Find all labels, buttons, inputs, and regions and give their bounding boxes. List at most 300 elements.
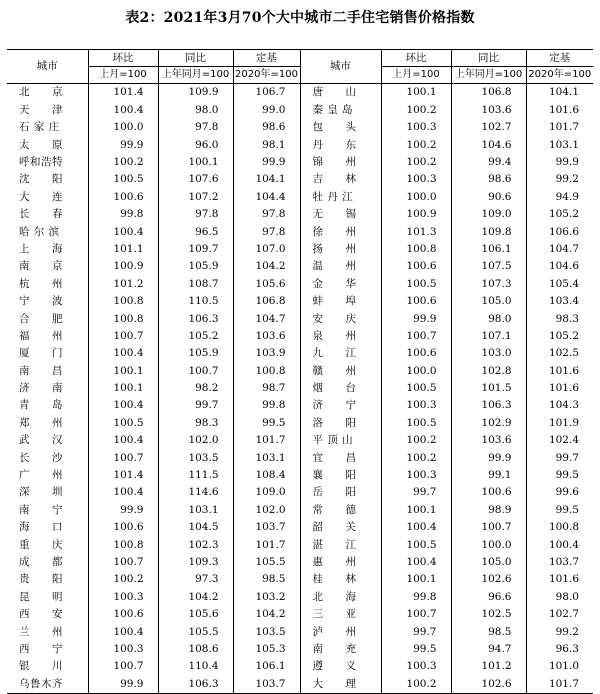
mom-cell: 100.2 xyxy=(381,432,451,449)
fixed-cell: 101.6 xyxy=(526,380,593,397)
mom-cell: 100.1 xyxy=(88,362,158,379)
city-cell: 北 海 xyxy=(300,588,381,605)
fixed-cell: 99.5 xyxy=(233,414,300,431)
yoy-cell: 90.6 xyxy=(451,188,526,205)
city-cell: 蚌 埠 xyxy=(300,293,381,310)
mom-cell: 100.7 xyxy=(381,606,451,623)
yoy-cell: 102.8 xyxy=(451,362,526,379)
mom-cell: 100.3 xyxy=(381,658,451,675)
mom-cell: 100.6 xyxy=(88,519,158,536)
city-cell: 吉 林 xyxy=(300,171,381,188)
yoy-cell: 102.7 xyxy=(451,119,526,136)
fixed-cell: 106.8 xyxy=(233,293,300,310)
yoy-cell: 109.3 xyxy=(158,554,233,571)
city-cell: 烟 台 xyxy=(300,380,381,397)
table-row xyxy=(7,223,593,240)
mom-cell: 100.3 xyxy=(381,119,451,136)
city-cell: 徐 州 xyxy=(300,223,381,240)
city-cell: 锦 州 xyxy=(300,154,381,171)
table-row xyxy=(7,293,593,310)
table-row xyxy=(7,501,593,518)
yoy-cell: 105.2 xyxy=(158,327,233,344)
city-cell: 天 津 xyxy=(19,103,63,116)
city-cell: 沈 阳 xyxy=(19,173,63,186)
yoy-cell: 107.2 xyxy=(158,188,233,205)
yoy-cell: 99.1 xyxy=(451,467,526,484)
fixed-cell: 94.9 xyxy=(526,188,593,205)
fixed-cell: 101.7 xyxy=(526,119,593,136)
city-cell: 宁 波 xyxy=(19,295,63,308)
mom-cell: 100.6 xyxy=(88,188,158,205)
yoy-cell: 98.2 xyxy=(158,380,233,397)
mom-cell: 100.2 xyxy=(381,154,451,171)
table-row xyxy=(7,136,593,153)
mom-cell: 100.1 xyxy=(381,84,451,102)
mom-cell: 101.4 xyxy=(88,84,158,102)
mom-cell: 100.5 xyxy=(381,275,451,292)
city-cell: 洛 阳 xyxy=(300,414,381,431)
yoy-cell: 108.7 xyxy=(158,275,233,292)
fixed-cell: 103.9 xyxy=(233,345,300,362)
fixed-cell: 109.0 xyxy=(233,484,300,501)
yoy-cell: 106.3 xyxy=(451,397,526,414)
table-row xyxy=(7,554,593,571)
yoy-cell: 106.1 xyxy=(451,241,526,258)
city-cell: 扬 州 xyxy=(300,241,381,258)
header-yoy: 同比 xyxy=(451,50,526,67)
mom-cell: 100.5 xyxy=(381,536,451,553)
city-cell: 武 汉 xyxy=(19,434,63,447)
table-row xyxy=(7,641,593,658)
mom-cell: 100.5 xyxy=(88,414,158,431)
mom-cell: 101.1 xyxy=(88,241,158,258)
table-row xyxy=(7,119,593,136)
mom-cell: 100.7 xyxy=(88,658,158,675)
yoy-cell: 94.7 xyxy=(451,641,526,658)
yoy-cell: 104.6 xyxy=(451,136,526,153)
table-row xyxy=(7,154,593,171)
table-header xyxy=(7,50,593,84)
yoy-cell: 102.3 xyxy=(158,536,233,553)
yoy-cell: 102.0 xyxy=(158,432,233,449)
table-title: 表2：2021年3月70个大中城市二手住宅销售价格指数 xyxy=(125,10,475,26)
header-fixed-base: 2020年=100 xyxy=(233,67,300,84)
yoy-cell: 100.0 xyxy=(451,536,526,553)
city-cell: 哈 尔 滨 xyxy=(19,225,60,238)
mom-cell: 99.7 xyxy=(381,484,451,501)
mom-cell: 100.3 xyxy=(381,467,451,484)
header-yoy-base: 上年同月=100 xyxy=(451,67,526,84)
city-cell: 金 华 xyxy=(300,275,381,292)
city-cell: 广 州 xyxy=(19,469,63,482)
mom-cell: 100.7 xyxy=(88,449,158,466)
mom-cell: 100.2 xyxy=(381,136,451,153)
fixed-cell: 99.2 xyxy=(526,623,593,640)
fixed-cell: 96.3 xyxy=(526,641,593,658)
header-mom-base: 上月=100 xyxy=(381,67,451,84)
header-fixed: 定基 xyxy=(526,50,593,67)
fixed-cell: 106.7 xyxy=(233,84,300,102)
fixed-cell: 97.8 xyxy=(233,223,300,240)
header-mom-base: 上月=100 xyxy=(88,67,158,84)
yoy-cell: 103.6 xyxy=(451,101,526,118)
city-cell: 无 锡 xyxy=(300,206,381,223)
fixed-cell: 101.6 xyxy=(526,571,593,588)
fixed-cell: 99.5 xyxy=(526,501,593,518)
mom-cell: 101.2 xyxy=(88,275,158,292)
city-cell: 泉 州 xyxy=(300,327,381,344)
header-yoy-base: 上年同月=100 xyxy=(158,67,233,84)
fixed-cell: 105.5 xyxy=(233,554,300,571)
mom-cell: 100.7 xyxy=(88,327,158,344)
table-row xyxy=(7,588,593,605)
yoy-cell: 109.8 xyxy=(451,223,526,240)
city-cell: 牡 丹 江 xyxy=(300,188,381,205)
fixed-cell: 105.6 xyxy=(233,275,300,292)
fixed-cell: 101.9 xyxy=(526,414,593,431)
mom-cell: 100.3 xyxy=(381,171,451,188)
table-row xyxy=(7,397,593,414)
mom-cell: 100.7 xyxy=(381,327,451,344)
city-cell: 惠 州 xyxy=(300,554,381,571)
mom-cell: 99.9 xyxy=(88,136,158,153)
yoy-cell: 100.7 xyxy=(158,362,233,379)
fixed-cell: 103.1 xyxy=(233,449,300,466)
city-cell: 襄 阳 xyxy=(300,467,381,484)
city-cell: 秦 皇 岛 xyxy=(300,101,381,118)
mom-cell: 100.3 xyxy=(88,641,158,658)
header-fixed: 定基 xyxy=(233,50,300,67)
yoy-cell: 98.3 xyxy=(158,414,233,431)
yoy-cell: 103.1 xyxy=(158,501,233,518)
city-cell: 湛 江 xyxy=(300,536,381,553)
city-cell: 大 连 xyxy=(19,190,63,203)
yoy-cell: 105.6 xyxy=(158,606,233,623)
city-cell: 郑 州 xyxy=(19,416,63,429)
table-row xyxy=(7,206,593,223)
fixed-cell: 100.8 xyxy=(233,362,300,379)
city-cell: 安 庆 xyxy=(300,310,381,327)
fixed-cell: 102.5 xyxy=(526,345,593,362)
city-cell: 青 岛 xyxy=(19,399,63,412)
yoy-cell: 102.6 xyxy=(451,571,526,588)
yoy-cell: 106.3 xyxy=(158,675,233,693)
table-row xyxy=(7,414,593,431)
mom-cell: 100.7 xyxy=(88,554,158,571)
table-row xyxy=(7,241,593,258)
yoy-cell: 99.9 xyxy=(451,449,526,466)
city-cell: 桂 林 xyxy=(300,571,381,588)
city-cell: 大 理 xyxy=(300,675,381,693)
mom-cell: 100.9 xyxy=(88,258,158,275)
table-row xyxy=(7,606,593,623)
header-mom: 环比 xyxy=(381,50,451,67)
mom-cell: 99.5 xyxy=(381,641,451,658)
yoy-cell: 96.6 xyxy=(451,588,526,605)
table-row xyxy=(7,310,593,327)
city-cell: 重 庆 xyxy=(19,538,63,551)
city-cell: 温 州 xyxy=(300,258,381,275)
yoy-cell: 102.6 xyxy=(451,675,526,693)
fixed-cell: 99.2 xyxy=(526,171,593,188)
yoy-cell: 96.5 xyxy=(158,223,233,240)
yoy-cell: 97.8 xyxy=(158,206,233,223)
city-cell: 南 宁 xyxy=(19,503,63,516)
yoy-cell: 107.1 xyxy=(451,327,526,344)
city-cell: 九 江 xyxy=(300,345,381,362)
fixed-cell: 108.4 xyxy=(233,467,300,484)
yoy-cell: 100.6 xyxy=(451,484,526,501)
city-cell: 南 京 xyxy=(19,260,63,273)
mom-cell: 100.4 xyxy=(88,623,158,640)
table-row xyxy=(7,275,593,292)
fixed-cell: 98.7 xyxy=(233,380,300,397)
fixed-cell: 100.8 xyxy=(526,519,593,536)
mom-cell: 100.4 xyxy=(88,432,158,449)
yoy-cell: 105.5 xyxy=(158,623,233,640)
city-cell: 西 宁 xyxy=(19,642,63,655)
fixed-cell: 99.9 xyxy=(233,154,300,171)
table-row xyxy=(7,380,593,397)
table-row xyxy=(7,675,593,693)
fixed-cell: 104.1 xyxy=(233,171,300,188)
table-row xyxy=(7,623,593,640)
table-row xyxy=(7,84,593,102)
header-city: 城市 xyxy=(300,50,381,84)
city-cell: 太 原 xyxy=(19,138,63,151)
mom-cell: 100.0 xyxy=(381,362,451,379)
yoy-cell: 107.3 xyxy=(451,275,526,292)
yoy-cell: 97.8 xyxy=(158,119,233,136)
header-mom: 环比 xyxy=(88,50,158,67)
mom-cell: 100.0 xyxy=(88,119,158,136)
yoy-cell: 98.9 xyxy=(451,501,526,518)
fixed-cell: 99.9 xyxy=(526,154,593,171)
city-cell: 贵 阳 xyxy=(19,573,63,586)
fixed-cell: 107.0 xyxy=(233,241,300,258)
table-row xyxy=(7,658,593,675)
mom-cell: 100.1 xyxy=(381,501,451,518)
city-cell: 三 亚 xyxy=(300,606,381,623)
mom-cell: 100.2 xyxy=(88,571,158,588)
fixed-cell: 98.3 xyxy=(526,310,593,327)
fixed-cell: 103.4 xyxy=(526,293,593,310)
mom-cell: 100.1 xyxy=(88,380,158,397)
city-cell: 杭 州 xyxy=(19,277,63,290)
mom-cell: 99.9 xyxy=(88,501,158,518)
table-row xyxy=(7,171,593,188)
city-cell: 韶 关 xyxy=(300,519,381,536)
fixed-cell: 103.7 xyxy=(233,675,300,693)
city-cell: 宜 昌 xyxy=(300,449,381,466)
yoy-cell: 114.6 xyxy=(158,484,233,501)
fixed-cell: 105.2 xyxy=(526,206,593,223)
table-body xyxy=(7,84,593,694)
fixed-cell: 104.7 xyxy=(526,241,593,258)
fixed-cell: 104.2 xyxy=(233,258,300,275)
fixed-cell: 99.6 xyxy=(526,484,593,501)
header-fixed-base: 2020年=100 xyxy=(526,67,593,84)
price-index-table xyxy=(7,49,593,694)
yoy-cell: 110.4 xyxy=(158,658,233,675)
mom-cell: 99.8 xyxy=(381,588,451,605)
fixed-cell: 98.0 xyxy=(526,588,593,605)
city-cell: 常 德 xyxy=(300,501,381,518)
fixed-cell: 104.4 xyxy=(233,188,300,205)
city-cell: 南 充 xyxy=(300,641,381,658)
yoy-cell: 98.5 xyxy=(451,623,526,640)
mom-cell: 100.1 xyxy=(381,571,451,588)
mom-cell: 100.0 xyxy=(381,188,451,205)
table-row xyxy=(7,345,593,362)
city-cell: 长 沙 xyxy=(19,451,63,464)
fixed-cell: 101.6 xyxy=(526,101,593,118)
mom-cell: 100.5 xyxy=(381,380,451,397)
mom-cell: 100.4 xyxy=(88,223,158,240)
yoy-cell: 101.2 xyxy=(451,658,526,675)
yoy-cell: 98.0 xyxy=(158,101,233,118)
yoy-cell: 98.6 xyxy=(451,171,526,188)
table-row xyxy=(7,188,593,205)
yoy-cell: 109.9 xyxy=(158,84,233,102)
city-cell: 赣 州 xyxy=(300,362,381,379)
fixed-cell: 98.5 xyxy=(233,571,300,588)
mom-cell: 100.2 xyxy=(88,154,158,171)
fixed-cell: 103.7 xyxy=(526,554,593,571)
city-cell: 遵 义 xyxy=(300,658,381,675)
fixed-cell: 101.0 xyxy=(526,658,593,675)
mom-cell: 100.4 xyxy=(381,519,451,536)
mom-cell: 101.4 xyxy=(88,467,158,484)
fixed-cell: 102.0 xyxy=(233,501,300,518)
mom-cell: 100.2 xyxy=(381,101,451,118)
city-cell: 乌鲁木齐 xyxy=(19,677,63,690)
fixed-cell: 104.6 xyxy=(526,258,593,275)
yoy-cell: 101.5 xyxy=(451,380,526,397)
fixed-cell: 103.2 xyxy=(233,588,300,605)
fixed-cell: 97.8 xyxy=(233,206,300,223)
city-cell: 福 州 xyxy=(19,329,63,342)
city-cell: 长 春 xyxy=(19,208,63,221)
city-cell: 北 京 xyxy=(19,86,63,99)
yoy-cell: 99.7 xyxy=(158,397,233,414)
mom-cell: 100.8 xyxy=(88,293,158,310)
city-cell: 泸 州 xyxy=(300,623,381,640)
city-cell: 南 昌 xyxy=(19,364,63,377)
mom-cell: 100.6 xyxy=(381,345,451,362)
mom-cell: 100.8 xyxy=(88,310,158,327)
fixed-cell: 103.7 xyxy=(233,519,300,536)
mom-cell: 100.6 xyxy=(381,258,451,275)
yoy-cell: 104.2 xyxy=(158,588,233,605)
fixed-cell: 104.1 xyxy=(526,84,593,102)
mom-cell: 100.4 xyxy=(88,397,158,414)
city-cell: 西 安 xyxy=(19,608,63,621)
city-cell: 唐 山 xyxy=(300,84,381,102)
table-row xyxy=(7,432,593,449)
mom-cell: 100.2 xyxy=(381,675,451,693)
city-cell: 包 头 xyxy=(300,119,381,136)
mom-cell: 100.9 xyxy=(381,206,451,223)
fixed-cell: 106.1 xyxy=(233,658,300,675)
city-cell: 银 川 xyxy=(19,660,63,673)
yoy-cell: 107.6 xyxy=(158,171,233,188)
city-cell: 昆 明 xyxy=(19,590,63,603)
yoy-cell: 106.8 xyxy=(451,84,526,102)
mom-cell: 100.4 xyxy=(88,484,158,501)
mom-cell: 99.7 xyxy=(381,623,451,640)
mom-cell: 100.5 xyxy=(381,414,451,431)
yoy-cell: 97.3 xyxy=(158,571,233,588)
yoy-cell: 100.1 xyxy=(158,154,233,171)
city-cell: 岳 阳 xyxy=(300,484,381,501)
mom-cell: 100.8 xyxy=(88,536,158,553)
yoy-cell: 105.9 xyxy=(158,345,233,362)
fixed-cell: 105.3 xyxy=(233,641,300,658)
table-row xyxy=(7,327,593,344)
mom-cell: 100.8 xyxy=(381,241,451,258)
yoy-cell: 105.0 xyxy=(451,293,526,310)
yoy-cell: 99.4 xyxy=(451,154,526,171)
table-row xyxy=(7,536,593,553)
yoy-cell: 107.5 xyxy=(451,258,526,275)
mom-cell: 100.6 xyxy=(381,293,451,310)
city-cell: 济 宁 xyxy=(300,397,381,414)
fixed-cell: 103.6 xyxy=(233,327,300,344)
yoy-cell: 109.0 xyxy=(451,206,526,223)
mom-cell: 100.3 xyxy=(88,588,158,605)
table-row xyxy=(7,519,593,536)
mom-cell: 100.4 xyxy=(88,101,158,118)
yoy-cell: 103.0 xyxy=(451,345,526,362)
city-cell: 兰 州 xyxy=(19,625,63,638)
fixed-cell: 105.4 xyxy=(526,275,593,292)
yoy-cell: 103.6 xyxy=(451,432,526,449)
city-cell: 深 圳 xyxy=(19,486,63,499)
yoy-cell: 106.3 xyxy=(158,310,233,327)
yoy-cell: 102.5 xyxy=(451,606,526,623)
yoy-cell: 104.5 xyxy=(158,519,233,536)
yoy-cell: 105.0 xyxy=(451,554,526,571)
yoy-cell: 103.5 xyxy=(158,449,233,466)
yoy-cell: 109.7 xyxy=(158,241,233,258)
fixed-cell: 99.7 xyxy=(526,449,593,466)
fixed-cell: 101.7 xyxy=(526,675,593,693)
city-cell: 济 南 xyxy=(19,382,63,395)
table-row xyxy=(7,362,593,379)
yoy-cell: 111.5 xyxy=(158,467,233,484)
fixed-cell: 99.5 xyxy=(526,467,593,484)
mom-cell: 100.2 xyxy=(381,449,451,466)
mom-cell: 99.9 xyxy=(381,310,451,327)
yoy-cell: 108.6 xyxy=(158,641,233,658)
header-city: 城市 xyxy=(7,50,88,84)
yoy-cell: 110.5 xyxy=(158,293,233,310)
fixed-cell: 104.2 xyxy=(233,606,300,623)
city-cell: 平 顶 山 xyxy=(300,432,381,449)
mom-cell: 100.4 xyxy=(88,345,158,362)
fixed-cell: 104.7 xyxy=(233,310,300,327)
table-row xyxy=(7,467,593,484)
fixed-cell: 105.2 xyxy=(526,327,593,344)
table-row xyxy=(7,101,593,118)
yoy-cell: 96.0 xyxy=(158,136,233,153)
mom-cell: 100.3 xyxy=(381,397,451,414)
mom-cell: 100.6 xyxy=(88,606,158,623)
fixed-cell: 99.0 xyxy=(233,101,300,118)
city-cell: 呼和浩特 xyxy=(19,156,63,168)
fixed-cell: 99.8 xyxy=(233,397,300,414)
